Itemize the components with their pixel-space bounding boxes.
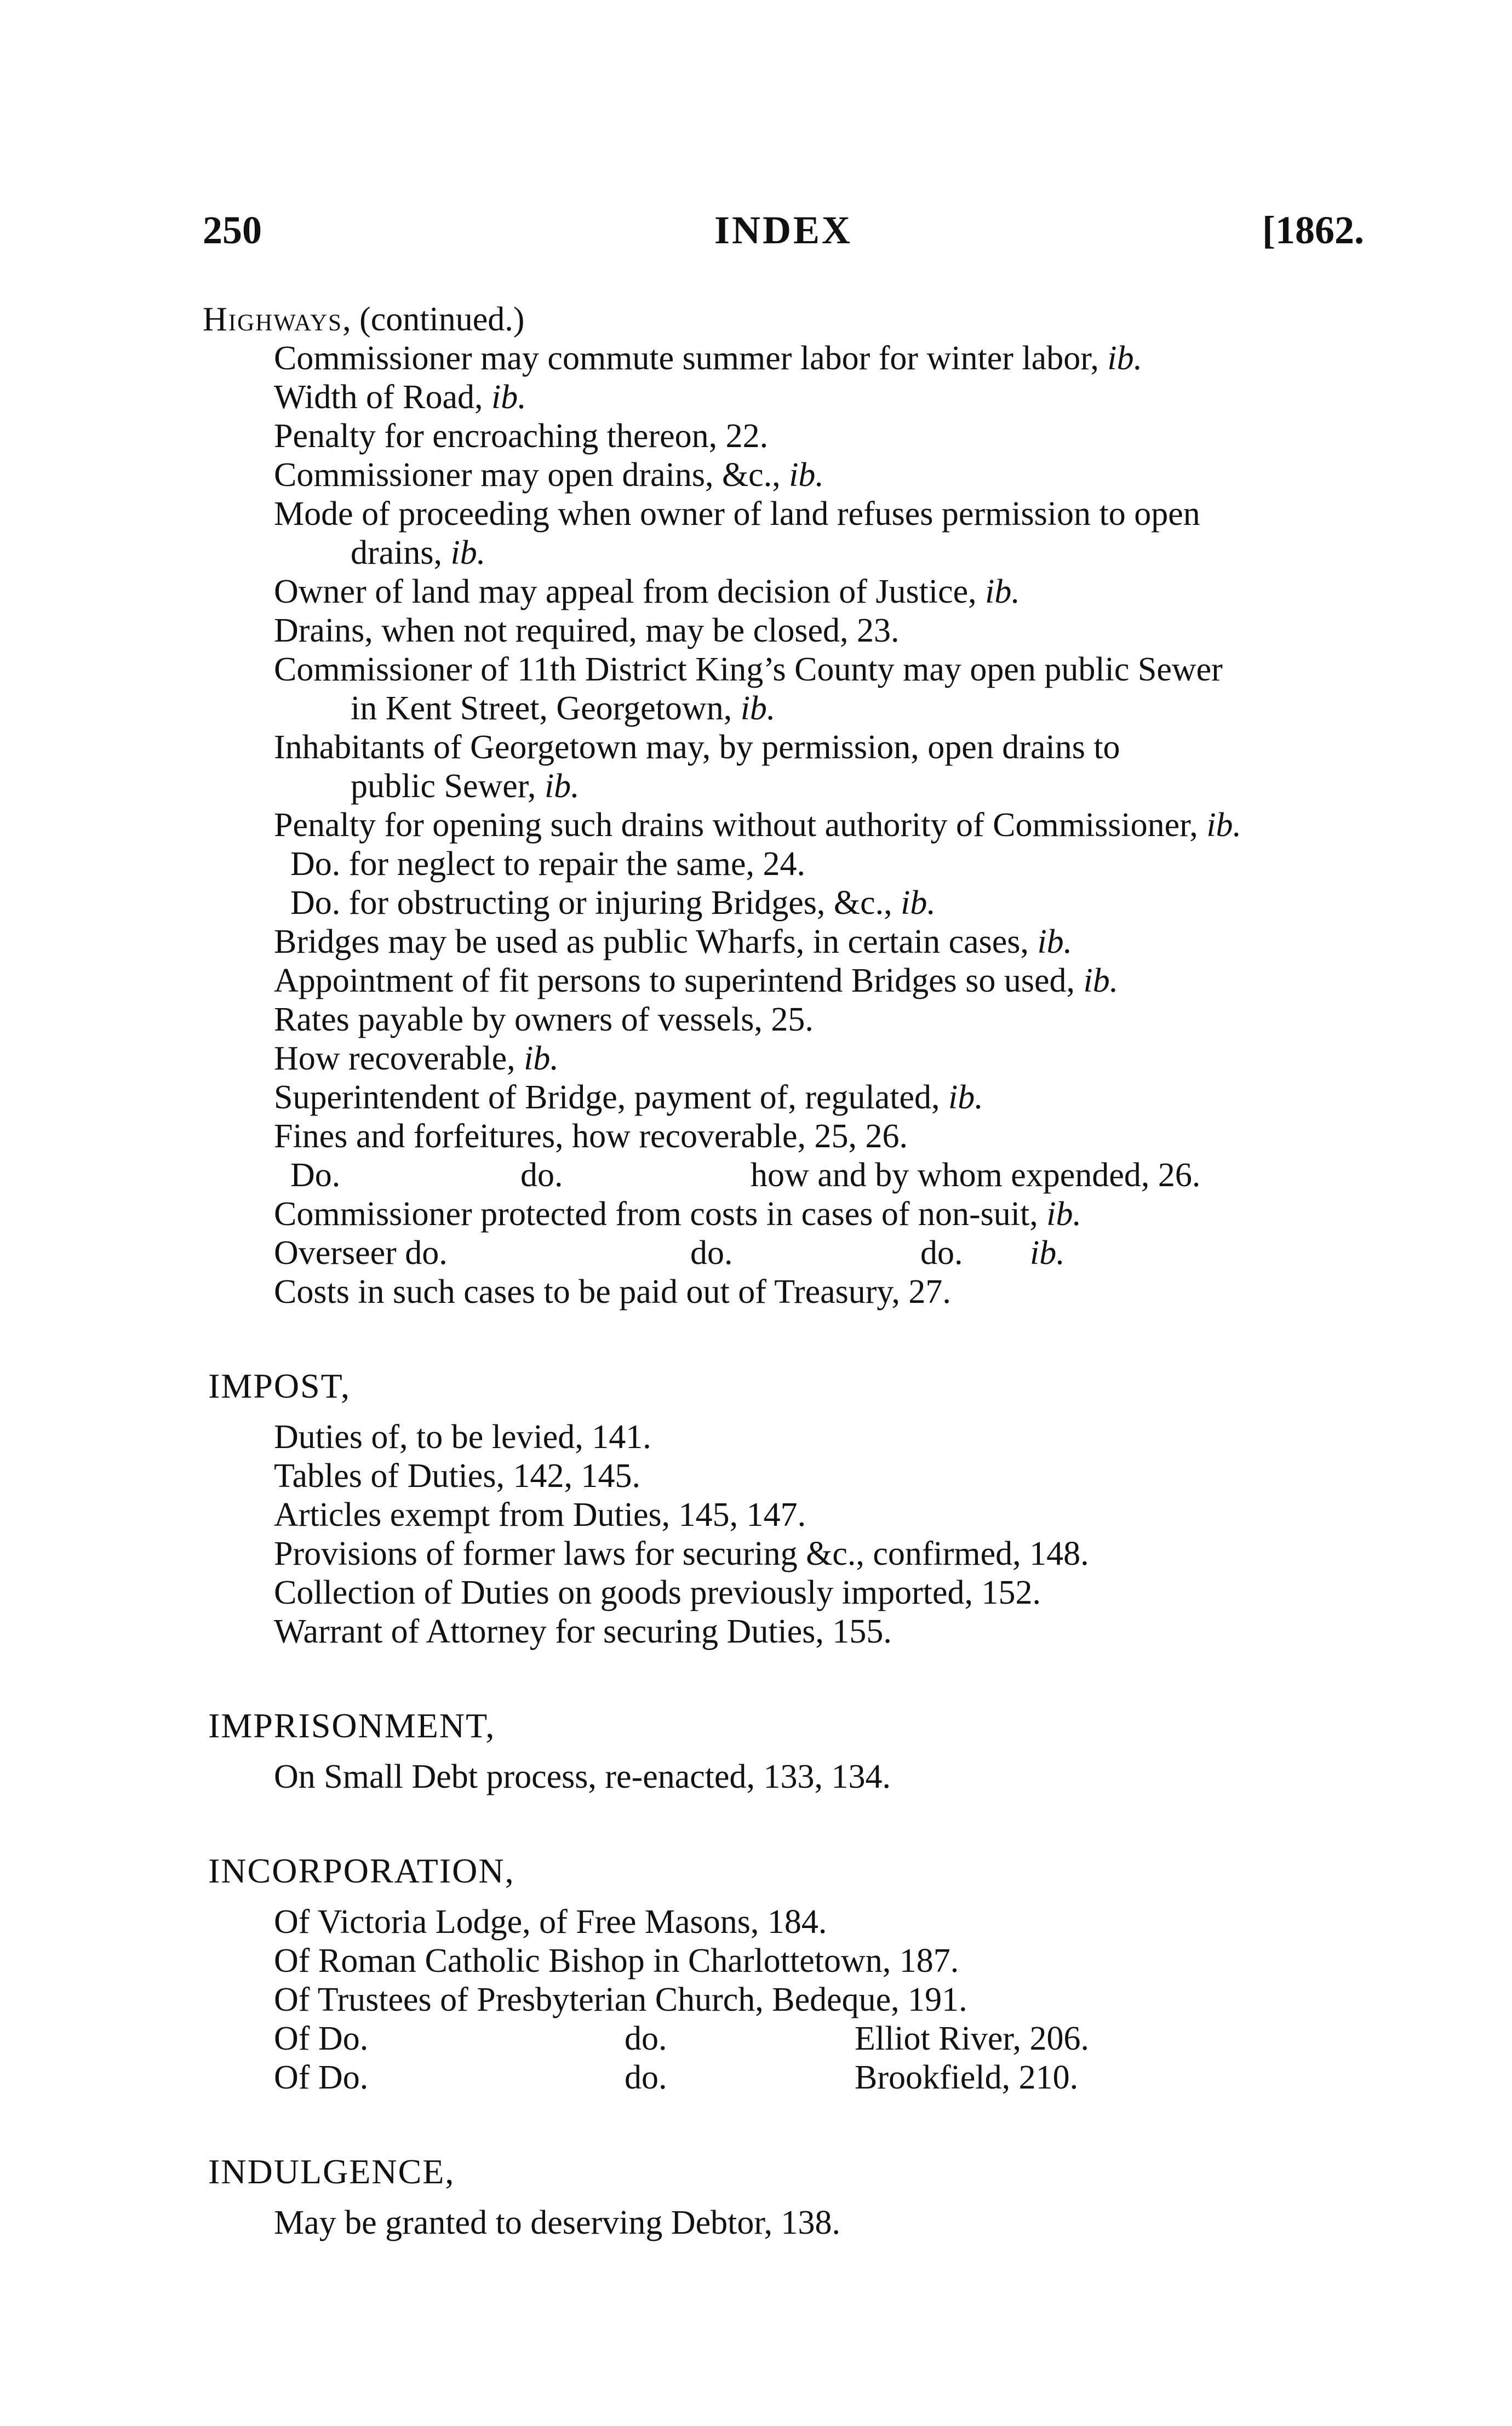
entry-text: Width of Road, [274, 379, 492, 416]
entry-text: Do. for neglect to repair the same, 24. [290, 845, 805, 883]
index-entry [203, 495, 1364, 534]
entry-text: Do. for obstructing or injuring Bridges, &c., [290, 884, 901, 922]
entry-text: public Sewer, [351, 768, 545, 805]
section-highways [203, 300, 1364, 1312]
index-entry: Of Victoria Lodge, of Free Masons, 184. [274, 1903, 827, 1941]
index-entry [203, 1000, 1364, 1039]
section-impost [203, 1364, 1364, 1651]
index-entry [203, 339, 1364, 378]
section-heading-indulgence: INDULGENCE, [208, 2152, 455, 2191]
ibidem-reference: ib. [450, 534, 486, 571]
entry-col: Brookfield, 210. [855, 2059, 1079, 2096]
entry-col: do. [625, 2020, 667, 2057]
year-label: [1862. [1262, 208, 1364, 252]
index-entry [203, 1078, 1364, 1117]
entry-text: in Kent Street, Georgetown, [351, 690, 741, 727]
ibidem-reference: ib. [789, 456, 824, 494]
index-entry [203, 456, 1364, 495]
index-entry [203, 534, 1364, 573]
index-entry: Of Roman Catholic Bishop in Charlottetown, 187. [274, 1942, 959, 1979]
index-entry [203, 884, 1364, 923]
index-entry [203, 728, 1364, 767]
section-heading-imprisonment: IMPRISONMENT, [208, 1706, 496, 1745]
entry-col: Elliot River, 206. [855, 2020, 1090, 2057]
index-entry [203, 378, 1364, 417]
section-heading-impost: IMPOST, [208, 1366, 351, 1405]
highways-entries [203, 339, 1364, 1156]
ibidem-reference: ib. [740, 690, 776, 727]
index-entry [203, 573, 1364, 611]
indulgence-entries [203, 2204, 1364, 2242]
ibidem-reference: ib. [985, 573, 1020, 610]
index-entry: Tables of Duties, 142, 145. [274, 1457, 640, 1495]
ibidem-reference: ib. [491, 379, 526, 416]
overseer-entry-row: Overseer do. do. do. ib. [274, 1234, 1065, 1272]
index-entry: Collection of Duties on goods previously imported, 152. [274, 1574, 1041, 1611]
running-head [203, 208, 1364, 252]
index-entry: On Small Debt process, re-enacted, 133, 134. [274, 1758, 891, 1795]
index-entry: May be granted to deserving Debtor, 138. [274, 2204, 841, 2241]
ibidem-reference: ib. [901, 884, 936, 922]
entry-text: Owner of land may appeal from decision of Justice, [274, 573, 986, 610]
index-entry: Warrant of Attorney for securing Duties, 155. [274, 1613, 892, 1650]
entry-text: Commissioner may commute summer labor for winter labor, [274, 340, 1108, 377]
index-entry: Duties of, to be levied, 141. [274, 1418, 651, 1456]
entry-text: Superintendent of Bridge, payment of, regulated, [274, 1079, 949, 1116]
index-entry: Articles exempt from Duties, 145, 147. [274, 1496, 806, 1534]
ibidem-reference: ib. [1107, 340, 1143, 377]
entry-text: Commissioner may open drains, &c., [274, 456, 789, 494]
entry-text: drains, [351, 534, 451, 571]
ibidem-reference: ib. [1046, 1195, 1081, 1233]
page-number: 250 [203, 208, 262, 252]
entry-text: Fines and forfeitures, how recoverable, 25, 26. [274, 1118, 908, 1155]
entry-text: How recoverable, [274, 1040, 524, 1077]
index-entry [203, 1039, 1364, 1078]
index-entry [203, 845, 1364, 884]
entry-text: Penalty for opening such drains without authority of Commissioner, [274, 806, 1207, 844]
entry-text: Mode of proceeding when owner of land refuses permission to open [274, 495, 1200, 533]
page-title: INDEX [714, 208, 853, 252]
entry-text: Inhabitants of Georgetown may, by permission, open drains to [274, 729, 1120, 766]
section-indulgence [203, 2150, 1364, 2242]
index-entry: Provisions of former laws for securing &c., confirmed, 148. [274, 1535, 1089, 1572]
ibidem-reference: ib. [1083, 962, 1119, 999]
do-entry-row: Do. do. how and by whom expended, 26. [290, 1157, 1201, 1194]
entry-text: Bridges may be used as public Wharfs, in certain cases, [274, 923, 1038, 960]
index-entry [203, 767, 1364, 806]
index-entry [203, 1195, 1364, 1234]
section-heading-incorporation: INCORPORATION, [208, 1851, 515, 1890]
index-entry-row [203, 2019, 1364, 2058]
index-entry [203, 689, 1364, 728]
ibidem-reference: ib. [544, 768, 580, 805]
entry-col: Of Do. [274, 2020, 369, 2057]
index-entry [203, 611, 1364, 650]
ibidem-reference: ib. [1206, 806, 1242, 844]
entry-text: Appointment of fit persons to superintend Bridges so used, [274, 962, 1084, 999]
ibidem-reference: ib. [1037, 923, 1073, 960]
entry-text: Commissioner protected from costs in cases of non-suit, [274, 1195, 1047, 1233]
imprisonment-entries [203, 1758, 1364, 1796]
entry-text: Penalty for encroaching thereon, 22. [274, 417, 769, 455]
ibidem-reference: ib. [524, 1040, 559, 1077]
incorporation-do-rows [203, 2019, 1364, 2097]
entry-col: do. [625, 2059, 667, 2096]
entry-col: Of Do. [274, 2059, 369, 2096]
index-body [203, 300, 1364, 2242]
index-entry-row [203, 2058, 1364, 2097]
index-entry: Costs in such cases to be paid out of Treasury, 27. [274, 1273, 951, 1311]
index-entry [203, 806, 1364, 845]
index-entry [203, 650, 1364, 689]
entry-text: Drains, when not required, may be closed, 23. [274, 612, 900, 649]
incorporation-entries [203, 1903, 1364, 2019]
index-entry [203, 923, 1364, 962]
impost-entries [203, 1418, 1364, 1651]
section-imprisonment [203, 1704, 1364, 1796]
section-incorporation [203, 1849, 1364, 2097]
index-entry [203, 962, 1364, 1000]
entry-text: Rates payable by owners of vessels, 25. [274, 1001, 814, 1038]
index-entry: Of Trustees of Presbyterian Church, Bedeque, 191. [274, 1981, 967, 2018]
index-entry [203, 417, 1364, 456]
ibidem-reference: ib. [948, 1079, 983, 1116]
index-entry [203, 1117, 1364, 1156]
entry-text: Commissioner of 11th District King’s County may open public Sewer [274, 651, 1223, 688]
highways-entries-after [203, 1195, 1364, 1234]
section-heading-highways: Highways, (continued.) [203, 301, 525, 338]
